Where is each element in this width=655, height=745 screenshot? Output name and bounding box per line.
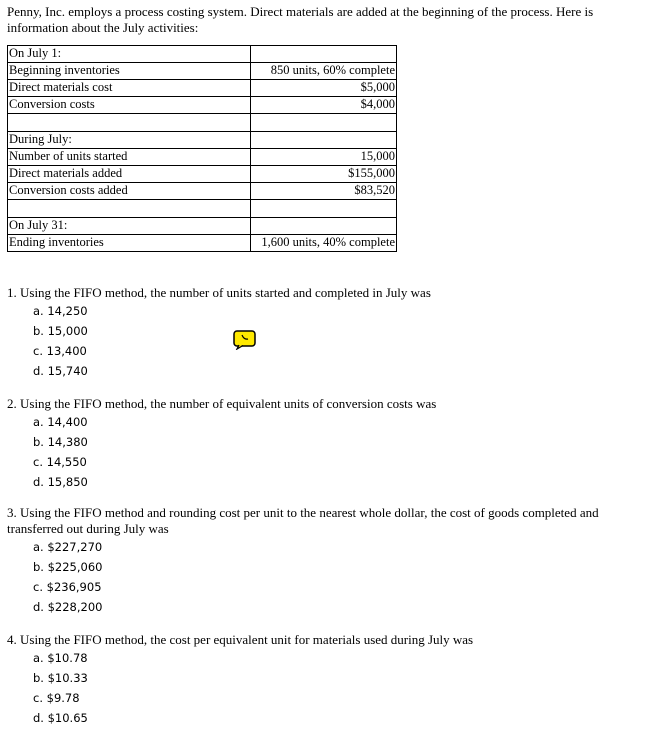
row-label: Number of units started: [8, 149, 251, 166]
comment-icon[interactable]: [233, 330, 257, 350]
option-list: [7, 412, 649, 492]
answer-option[interactable]: d. $10.65: [33, 711, 88, 725]
table-row: [8, 46, 397, 63]
row-label: Direct materials cost: [8, 80, 251, 97]
row-label: Conversion costs: [8, 97, 251, 114]
table-row: [8, 63, 397, 80]
section-header: On July 31:: [8, 218, 251, 235]
table-row: [8, 166, 397, 183]
table-row: [8, 80, 397, 97]
answer-option[interactable]: d. 15,740: [33, 364, 88, 378]
question-4: [7, 632, 649, 728]
answer-option[interactable]: b. 15,000: [33, 324, 88, 338]
row-value: $83,520: [251, 183, 397, 200]
row-value: $4,000: [251, 97, 397, 114]
table-spacer-row: [8, 114, 397, 132]
row-value: 15,000: [251, 149, 397, 166]
answer-option[interactable]: b. $225,060: [33, 560, 103, 574]
answer-option[interactable]: a. 14,250: [33, 304, 88, 318]
option-list: [7, 648, 649, 728]
answer-option[interactable]: c. $9.78: [33, 691, 80, 705]
row-label: Ending inventories: [8, 235, 251, 252]
answer-option[interactable]: a. $227,270: [33, 540, 103, 554]
answer-option[interactable]: d. 15,850: [33, 475, 88, 489]
table-cell: [251, 132, 397, 149]
option-list: [7, 537, 649, 617]
row-label: Direct materials added: [8, 166, 251, 183]
question-3: [7, 505, 649, 617]
row-label: Beginning inventories: [8, 63, 251, 80]
question-stem: 1. Using the FIFO method, the number of units started and completed in July was: [7, 285, 431, 300]
table-row: [8, 218, 397, 235]
section-header: On July 1:: [8, 46, 251, 63]
question-stem: 4. Using the FIFO method, the cost per equivalent unit for materials used during July was: [7, 632, 474, 647]
comment-icon-graphic: [233, 330, 257, 350]
table-spacer-row: [8, 200, 397, 218]
question-2: [7, 396, 649, 492]
option-list: [7, 301, 649, 381]
intro-text: Penny, Inc. employs a process costing system. Direct materials are added at the beginning of the process. Here is information about the July activities:: [7, 4, 594, 35]
question-1: [7, 285, 649, 381]
answer-option[interactable]: c. 14,550: [33, 455, 87, 469]
answer-option[interactable]: c. $236,905: [33, 580, 102, 594]
question-stem: 2. Using the FIFO method, the number of equivalent units of conversion costs was: [7, 396, 437, 411]
table-cell: [251, 218, 397, 235]
row-label: Conversion costs added: [8, 183, 251, 200]
table-row: [8, 149, 397, 166]
table-row: [8, 132, 397, 149]
answer-option[interactable]: d. $228,200: [33, 600, 103, 614]
section-header: During July:: [8, 132, 251, 149]
row-value: $5,000: [251, 80, 397, 97]
table-row: [8, 235, 397, 252]
answer-option[interactable]: c. 13,400: [33, 344, 87, 358]
answer-option[interactable]: b. 14,380: [33, 435, 88, 449]
question-stem: 3. Using the FIFO method and rounding cost per unit to the nearest whole dollar, the cost of goods completed and transferred out during July was: [7, 505, 599, 536]
row-value: 1,600 units, 40% complete: [251, 235, 397, 252]
row-value: 850 units, 60% complete: [251, 63, 397, 80]
table-cell: [251, 46, 397, 63]
answer-option[interactable]: a. $10.78: [33, 651, 88, 665]
table-row: [8, 97, 397, 114]
row-value: $155,000: [251, 166, 397, 183]
table-row: [8, 183, 397, 200]
answer-option[interactable]: a. 14,400: [33, 415, 88, 429]
answer-option[interactable]: b. $10.33: [33, 671, 88, 685]
july-activity-table: [7, 45, 397, 252]
